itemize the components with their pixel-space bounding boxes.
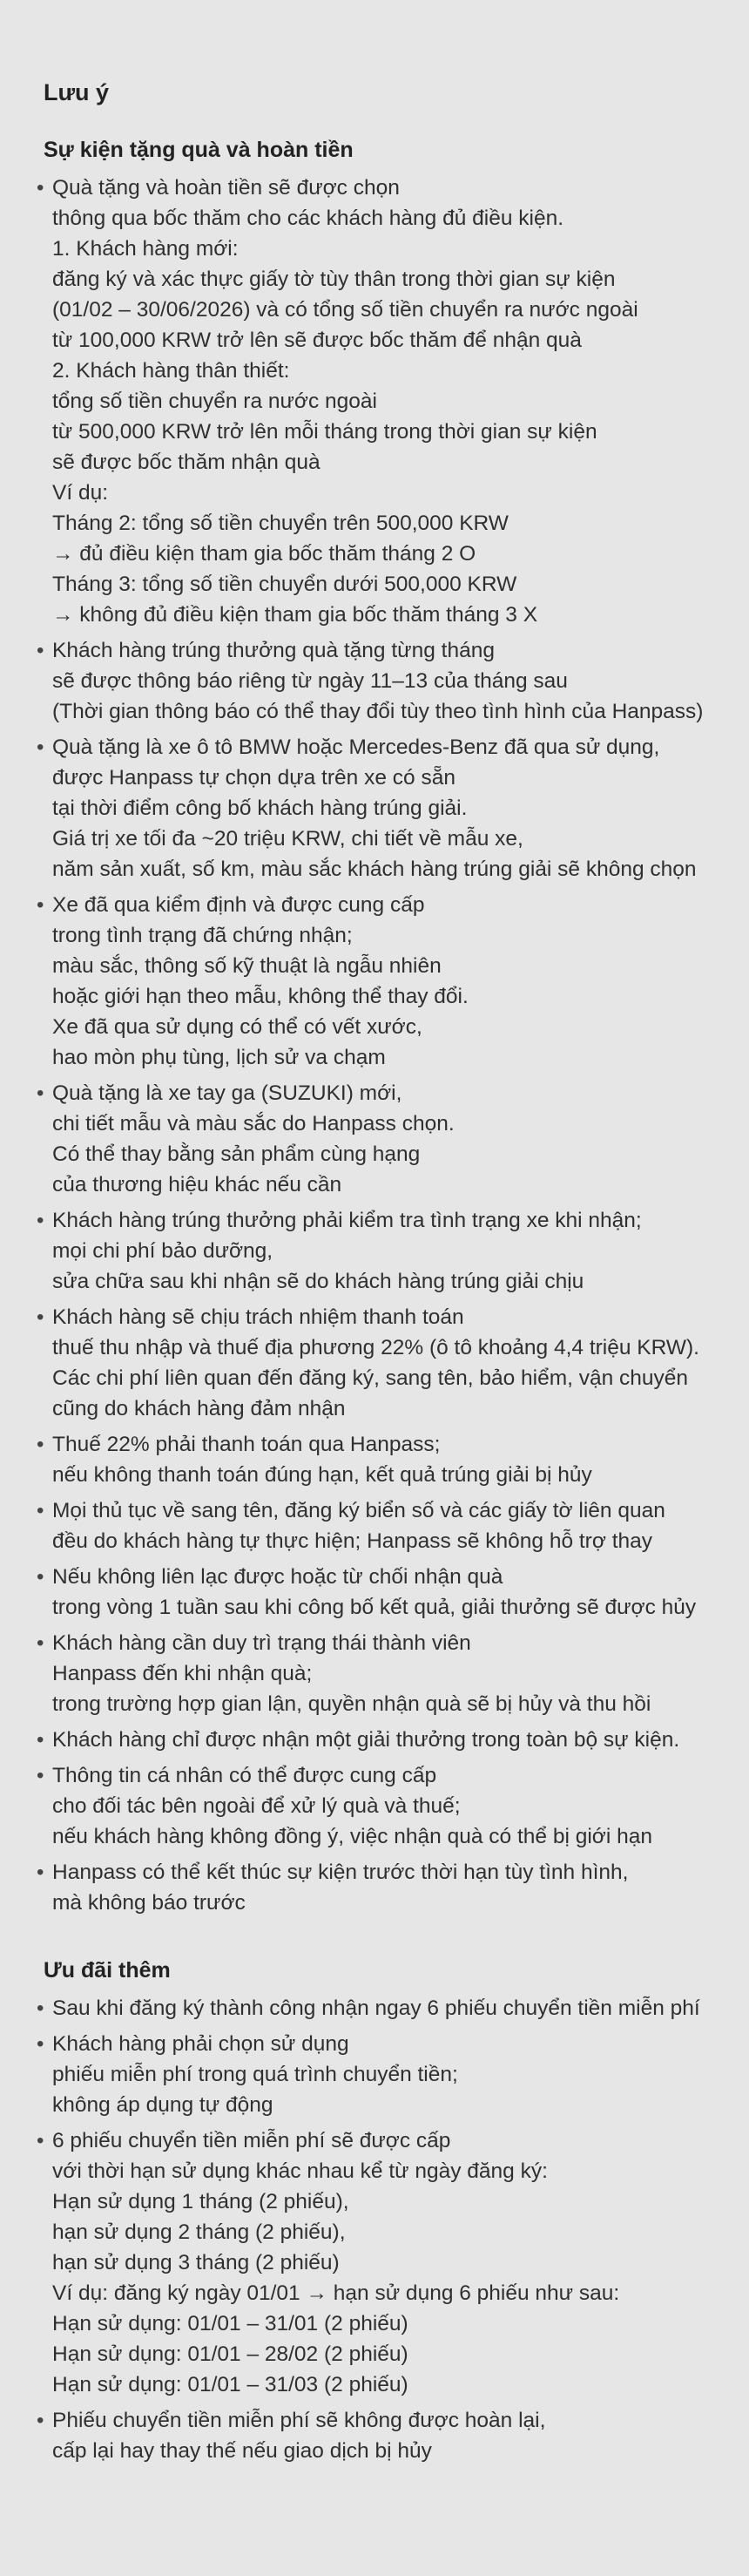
item-text-line: → không đủ điều kiện tham gia bốc thăm tháng 3 X (52, 603, 538, 627)
list-item (37, 1725, 749, 1755)
bullet-icon: • (37, 1764, 44, 1787)
item-text-line: Xe đã qua kiểm định và được cung cấp (52, 893, 425, 917)
item-text-line: cấp lại hay thay thế nếu giao dịch bị hủy (52, 2439, 432, 2463)
item-text-line: Ví dụ: (52, 481, 109, 505)
item-text-line: Hạn sử dụng: 01/01 – 31/03 (2 phiếu) (52, 2373, 408, 2396)
list-item (37, 1993, 749, 2024)
item-text-line: Giá trị xe tối đa ~20 triệu KRW, chi tiết về mẫu xe, (52, 827, 523, 851)
item-text-line: mọi chi phí bảo dưỡng, (52, 1239, 273, 1263)
item-text-line: Tháng 3: tổng số tiền chuyển dưới 500,000 KRW (52, 573, 517, 596)
item-text-line: mà không báo trước (52, 1891, 246, 1915)
item-text-line: Hạn sử dụng: 01/01 – 31/01 (2 phiếu) (52, 2312, 408, 2335)
item-text-line: Ví dụ: đăng ký ngày 01/01 → hạn sử dụng 6 phiếu như sau: (52, 2281, 620, 2305)
item-text-line: trong tình trạng đã chứng nhận; (52, 924, 353, 947)
item-text-line: đăng ký và xác thực giấy tờ tùy thân trong thời gian sự kiện (52, 268, 616, 291)
item-text-line: Quà tặng là xe ô tô BMW hoặc Mercedes-Benz đã qua sử dụng, (52, 736, 660, 759)
bullet-icon: • (37, 1305, 44, 1329)
item-text-line: Có thể thay bằng sản phẩm cùng hạng (52, 1142, 421, 1166)
item-text-line: Hanpass đến khi nhận quà; (52, 1662, 313, 1685)
bullet-icon: • (37, 176, 44, 200)
item-text-line: hoặc giới hạn theo mẫu, không thể thay đổi. (52, 985, 469, 1008)
item-text-line: Quà tặng là xe tay ga (SUZUKI) mới, (52, 1081, 402, 1105)
list-item (37, 1562, 749, 1623)
section-extra-benefits (37, 1955, 749, 2466)
item-text-line: được Hanpass tự chọn dựa trên xe có sẵn (52, 766, 455, 790)
item-text-line: Tháng 2: tổng số tiền chuyển trên 500,000 KRW (52, 512, 509, 535)
item-text-line: hao mòn phụ tùng, lịch sử va chạm (52, 1046, 386, 1069)
bullet-icon: • (37, 1433, 44, 1456)
list-item (37, 1857, 749, 1918)
item-text-line: thuế thu nhập và thuế địa phương 22% (ô tô khoảng 4,4 triệu KRW). (52, 1336, 699, 1359)
item-text-line: → đủ điều kiện tham gia bốc thăm tháng 2 O (52, 542, 476, 566)
item-text-line: tổng số tiền chuyển ra nước ngoài (52, 390, 377, 413)
item-text-line: không áp dụng tự động (52, 2093, 273, 2117)
item-text-line: hạn sử dụng 3 tháng (2 phiếu) (52, 2251, 340, 2274)
bullet-icon: • (37, 1209, 44, 1232)
item-text-line: hạn sử dụng 2 tháng (2 phiếu), (52, 2220, 346, 2244)
section-gift-refund-event (37, 134, 749, 1918)
item-text-line: sửa chữa sau khi nhận sẽ do khách hàng trúng giải chịu (52, 1270, 584, 1293)
item-text-line: (01/02 – 30/06/2026) và có tổng số tiền chuyển ra nước ngoài (52, 298, 638, 322)
item-text-line: phiếu miễn phí trong quá trình chuyển tiền; (52, 2063, 458, 2086)
section-title: Ưu đãi thêm (44, 1958, 171, 1983)
item-text-line: Các chi phí liên quan đến đăng ký, sang tên, bảo hiểm, vận chuyển (52, 1366, 689, 1390)
item-text-line: Thông tin cá nhân có thể được cung cấp (52, 1764, 437, 1787)
list-item (37, 1302, 749, 1424)
list-item (37, 1760, 749, 1852)
item-text-line: Phiếu chuyển tiền miễn phí sẽ không được hoàn lại, (52, 2409, 546, 2432)
item-text-line: Khách hàng sẽ chịu trách nhiệm thanh toán (52, 1305, 464, 1329)
item-text-line: màu sắc, thông số kỹ thuật là ngẫu nhiên (52, 954, 442, 978)
list-item (37, 1078, 749, 1200)
bullet-icon: • (37, 1996, 44, 2020)
item-text-line: 1. Khách hàng mới: (52, 237, 239, 261)
item-text-line: cho đối tác bên ngoài để xử lý quà và thuế; (52, 1794, 461, 1818)
list-item (37, 890, 749, 1073)
list-item (37, 1495, 749, 1556)
item-text-line: trong trường hợp gian lận, quyền nhận quà sẽ bị hủy và thu hồi (52, 1692, 651, 1716)
rules-list (37, 173, 749, 1918)
list-item (37, 2029, 749, 2120)
item-text-line: Sau khi đăng ký thành công nhận ngay 6 phiếu chuyển tiền miễn phí (52, 1996, 700, 2020)
list-item (37, 2125, 749, 2400)
item-text-line: Nếu không liên lạc được hoặc từ chối nhận quà (52, 1565, 503, 1589)
item-text-line: Mọi thủ tục về sang tên, đăng ký biển số và các giấy tờ liên quan (52, 1499, 665, 1522)
item-text-line: từ 500,000 KRW trở lên mỗi tháng trong thời gian sự kiện (52, 420, 597, 444)
item-text-line: đều do khách hàng tự thực hiện; Hanpass sẽ không hỗ trợ thay (52, 1529, 653, 1553)
item-text-line: chi tiết mẫu và màu sắc do Hanpass chọn. (52, 1112, 455, 1135)
bullet-icon: • (37, 1565, 44, 1589)
list-item (37, 1205, 749, 1297)
list-item (37, 732, 749, 885)
bullet-icon: • (37, 2032, 44, 2056)
item-text-line: Hanpass có thể kết thúc sự kiện trước thời hạn tùy tình hình, (52, 1861, 629, 1884)
list-item (37, 1628, 749, 1719)
bullet-icon: • (37, 2409, 44, 2432)
item-text-line: cũng do khách hàng đảm nhận (52, 1397, 346, 1420)
item-text-line: của thương hiệu khác nếu cần (52, 1173, 342, 1196)
item-text-line: sẽ được thông báo riêng từ ngày 11–13 của tháng sau (52, 669, 568, 693)
bullet-icon: • (37, 1861, 44, 1884)
item-text-line: trong vòng 1 tuần sau khi công bố kết quả, giải thưởng sẽ được hủy (52, 1596, 697, 1619)
list-item (37, 173, 749, 630)
item-text-line: (Thời gian thông báo có thể thay đổi tùy theo tình hình của Hanpass) (52, 700, 704, 723)
bullet-icon: • (37, 893, 44, 917)
item-text-line: Quà tặng và hoàn tiền sẽ được chọn (52, 176, 400, 200)
item-text-line: nếu khách hàng không đồng ý, việc nhận quà có thể bị giới hạn (52, 1825, 652, 1848)
section-title: Sự kiện tặng quà và hoàn tiền (44, 138, 354, 162)
notice-title: Lưu ý (44, 79, 110, 105)
bullet-icon: • (37, 1499, 44, 1522)
item-text-line: nếu không thanh toán đúng hạn, kết quả trúng giải bị hủy (52, 1463, 592, 1487)
item-text-line: với thời hạn sử dụng khác nhau kể từ ngày đăng ký: (52, 2159, 548, 2183)
bullet-icon: • (37, 639, 44, 662)
item-text-line: từ 100,000 KRW trở lên sẽ được bốc thăm để nhận quà (52, 329, 582, 352)
item-text-line: Khách hàng chỉ được nhận một giải thưởng trong toàn bộ sự kiện. (52, 1728, 680, 1752)
item-text-line: 2. Khách hàng thân thiết: (52, 359, 290, 383)
bullet-icon: • (37, 1728, 44, 1752)
item-text-line: Hạn sử dụng 1 tháng (2 phiếu), (52, 2190, 349, 2213)
bullet-icon: • (37, 2129, 44, 2152)
item-text-line: Hạn sử dụng: 01/01 – 28/02 (2 phiếu) (52, 2342, 408, 2366)
bullet-icon: • (37, 736, 44, 759)
item-text-line: thông qua bốc thăm cho các khách hàng đủ điều kiện. (52, 207, 564, 230)
item-text-line: Khách hàng trúng thưởng quà tặng từng tháng (52, 639, 495, 662)
list-item (37, 1429, 749, 1490)
item-text-line: sẽ được bốc thăm nhận quà (52, 451, 321, 474)
item-text-line: 6 phiếu chuyển tiền miễn phí sẽ được cấp (52, 2129, 451, 2152)
list-item (37, 2405, 749, 2466)
list-item (37, 635, 749, 727)
bullet-icon: • (37, 1081, 44, 1105)
bullet-icon: • (37, 1631, 44, 1655)
item-text-line: năm sản xuất, số km, màu sắc khách hàng trúng giải sẽ không chọn (52, 858, 697, 881)
item-text-line: Khách hàng phải chọn sử dụng (52, 2032, 349, 2056)
item-text-line: Xe đã qua sử dụng có thể có vết xước, (52, 1015, 422, 1039)
item-text-line: Thuế 22% phải thanh toán qua Hanpass; (52, 1433, 441, 1456)
item-text-line: Khách hàng trúng thưởng phải kiểm tra tình trạng xe khi nhận; (52, 1209, 642, 1232)
rules-list (37, 1993, 749, 2466)
item-text-line: Khách hàng cần duy trì trạng thái thành viên (52, 1631, 471, 1655)
item-text-line: tại thời điểm công bố khách hàng trúng giải. (52, 797, 468, 820)
